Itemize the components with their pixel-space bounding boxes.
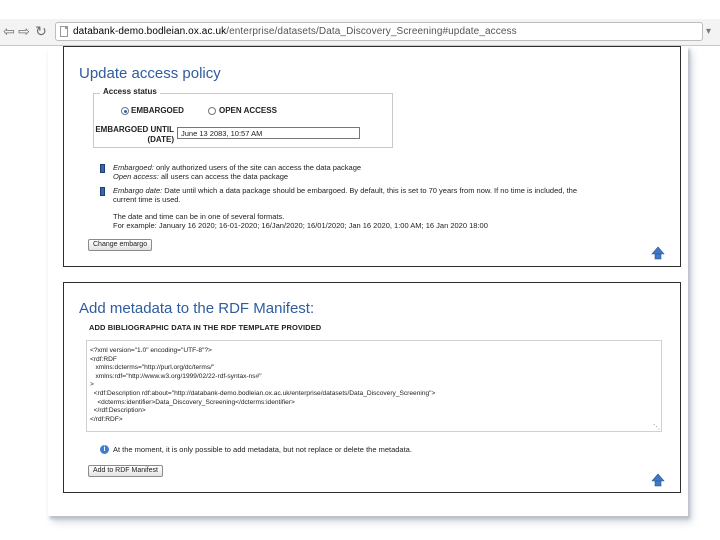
rdf-line: <rdf:RDF — [90, 355, 117, 363]
embargo-until-label-line2: (DATE) — [147, 135, 174, 144]
note-embargoed — [113, 163, 668, 172]
note-term: Embargoed: — [113, 163, 154, 172]
info-icon — [100, 164, 105, 173]
embargo-until-label-line1: EMBARGOED UNTIL — [95, 125, 174, 134]
rdf-textarea[interactable] — [86, 340, 662, 432]
note-term: Embargo date: — [113, 186, 163, 195]
note-embargo-date — [113, 186, 681, 195]
embargo-date-input[interactable]: June 13 2083, 10:57 AM — [177, 127, 360, 139]
rdf-line: > — [90, 381, 94, 389]
note-text: Date until which a data package should be embargoed. By default, this is set to 70 years from now. If no time is included, the — [162, 186, 578, 195]
rdf-line: <rdf:Description rdf:about="http://databank-demo.bodleian.ox.ac.uk/enterprise/datasets/Data_Discovery_Screening"> — [90, 390, 436, 397]
note-embargo-date-cont: current time is used. — [113, 195, 181, 204]
fieldset-legend: Access status — [100, 87, 160, 96]
open-access-radio[interactable] — [208, 107, 216, 115]
add-to-rdf-manifest-button[interactable]: Add to RDF Manifest — [88, 465, 163, 477]
reload-icon[interactable]: ↻ — [35, 23, 47, 39]
embargo-until-label — [94, 125, 174, 145]
info-icon: i — [100, 445, 109, 454]
back-to-top-icon[interactable] — [651, 246, 665, 260]
back-to-top-icon[interactable] — [651, 473, 665, 487]
open-access-radio-label[interactable]: OPEN ACCESS — [219, 106, 277, 115]
embargoed-radio[interactable] — [121, 107, 129, 115]
url-path: /enterprise/datasets/Data_Discovery_Screening#update_access — [226, 26, 517, 37]
page-icon — [60, 26, 68, 37]
address-bar[interactable] — [55, 22, 703, 41]
rdf-manifest-panel — [63, 282, 681, 493]
panel-title: Add metadata to the RDF Manifest: — [79, 300, 315, 317]
menu-icon[interactable]: ▾ — [706, 26, 712, 37]
rdf-line: <?xml version="1.0" encoding="UTF-8"?> — [90, 347, 212, 354]
rdf-subheading: ADD BIBLIOGRAPHIC DATA IN THE RDF TEMPLATE PROVIDED — [89, 323, 322, 332]
rdf-line: <dcterms:identifier>Data_Discovery_Screening</dcterms:identifier> — [90, 398, 295, 406]
note-term: Open access: — [113, 172, 159, 181]
url-host: databank-demo.bodleian.ox.ac.uk — [73, 26, 227, 37]
embargoed-radio-label[interactable]: EMBARGOED — [131, 106, 184, 115]
resize-handle-icon[interactable]: ⋱ — [653, 424, 660, 431]
rdf-line: xmlns:dcterms="http://purl.org/dc/terms/" — [90, 364, 215, 372]
note-text: only authorized users of the site can access the data package — [153, 163, 362, 172]
formats-intro: The date and time can be in one of several formats. — [113, 212, 285, 221]
url-text[interactable] — [73, 25, 517, 39]
rdf-line: </rdf:Description> — [90, 407, 146, 415]
info-icon — [100, 187, 105, 196]
note-open-access — [113, 172, 668, 181]
rdf-info-text: At the moment, it is only possible to add metadata, but not replace or delete the metadata. — [113, 445, 412, 454]
rdf-line: </rdf:RDF> — [90, 415, 123, 423]
note-text: all users can access the data package — [158, 172, 289, 181]
change-embargo-button[interactable]: Change embargo — [88, 239, 152, 251]
access-status-fieldset — [93, 87, 393, 148]
access-policy-panel — [63, 46, 681, 267]
back-icon[interactable]: ⇦ — [3, 23, 15, 39]
panel-title: Update access policy — [79, 65, 221, 82]
formats-examples: For example: January 16 2020; 16-01-2020; 16/Jan/2020; 16/01/2020; Jan 16 2020, 1:00 AM; 16 Jan 2020 18:00 — [113, 221, 488, 230]
forward-icon[interactable]: ⇨ — [18, 23, 30, 39]
rdf-line: xmlns:rdf="http://www.w3.org/1999/02/22-rdf-syntax-ns#" — [90, 372, 262, 380]
browser-toolbar — [0, 19, 720, 46]
